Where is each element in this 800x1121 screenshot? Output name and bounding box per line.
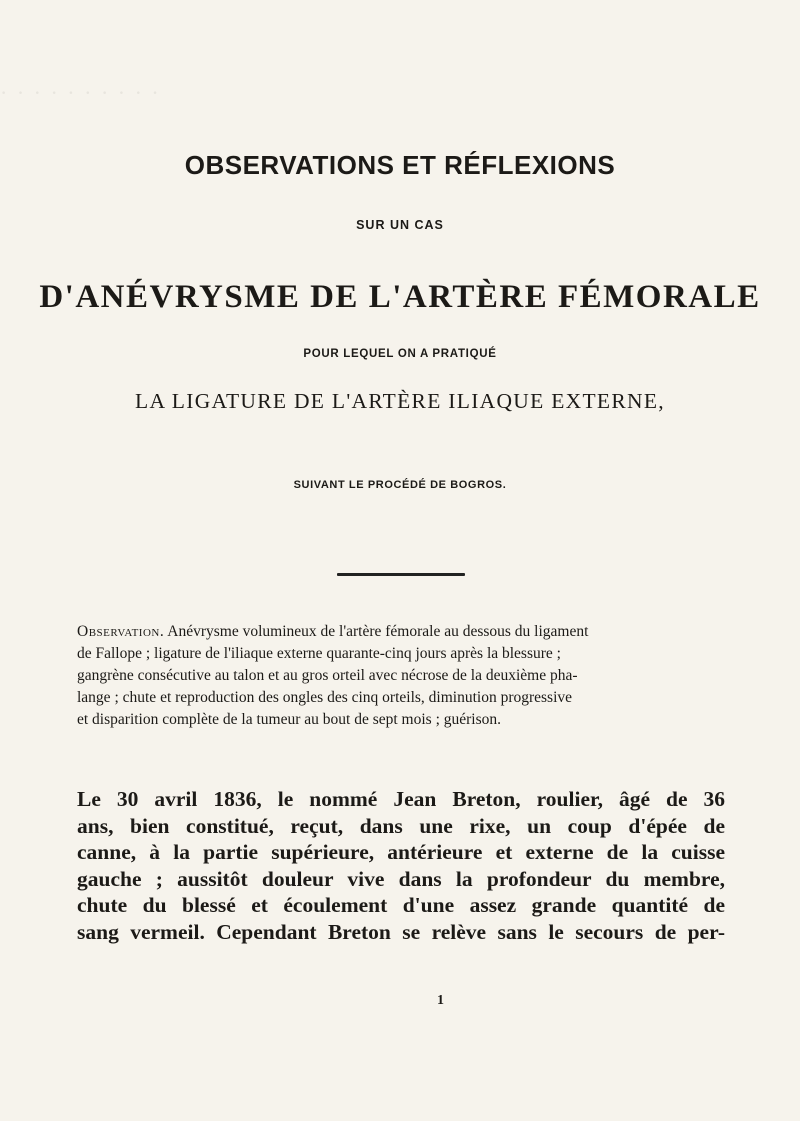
page-title: OBSERVATIONS ET RÉFLEXIONS bbox=[184, 150, 616, 180]
body-paragraph bbox=[77, 786, 725, 945]
section-divider bbox=[337, 573, 465, 576]
abstract-line-1: Observation. Anévrysme volumineux de l'artère fémorale au dessous du ligament bbox=[77, 623, 589, 640]
observation-label: Observation. bbox=[77, 623, 165, 640]
body-line-3: canne, à la partie supérieure, antérieure et externe de la cuisse bbox=[77, 840, 725, 864]
body-line-1: Le 30 avril 1836, le nommé Jean Breton, roulier, âgé de 36 bbox=[77, 787, 725, 811]
method-subtitle: SUIVANT LE PROCÉDÉ DE BOGROS. bbox=[293, 479, 507, 491]
signature-mark: 1 bbox=[437, 993, 444, 1008]
abstract-line-2: de Fallope ; ligature de l'iliaque externe quarante-cinq jours après la blessure ; bbox=[77, 645, 561, 662]
observation-abstract bbox=[77, 621, 725, 731]
abstract-line-3: gangrène consécutive au talon et au gros orteil avec nécrose de la deuxième pha- bbox=[77, 667, 578, 684]
bleed-through-text: · · · · · · · · · · bbox=[0, 80, 161, 105]
body-line-6: sang vermeil. Cependant Breton se relève sans le secours de per- bbox=[77, 919, 725, 944]
procedure-title: LA LIGATURE DE L'ARTÈRE ILIAQUE EXTERNE, bbox=[135, 389, 665, 413]
body-line-5: chute du blessé et écoulement d'une assez grande quantité de bbox=[77, 893, 725, 917]
body-line-2: ans, bien constitué, reçut, dans une rixe, un coup d'épée de bbox=[77, 813, 725, 838]
abstract-line-5: et disparition complète de la tumeur au bout de sept mois ; guérison. bbox=[77, 711, 502, 728]
subtitle-pour-lequel: POUR LEQUEL ON A PRATIQUÉ bbox=[303, 348, 497, 360]
subtitle-sur-un-cas: SUR UN CAS bbox=[356, 218, 444, 232]
abstract-line-4: lange ; chute et reproduction des ongles des cinq orteils, diminution progressive bbox=[77, 689, 573, 706]
main-title: D'ANÉVRYSME DE L'ARTÈRE FÉMORALE bbox=[39, 279, 761, 315]
body-line-4: gauche ; aussitôt douleur vive dans la profondeur du membre, bbox=[77, 866, 725, 891]
